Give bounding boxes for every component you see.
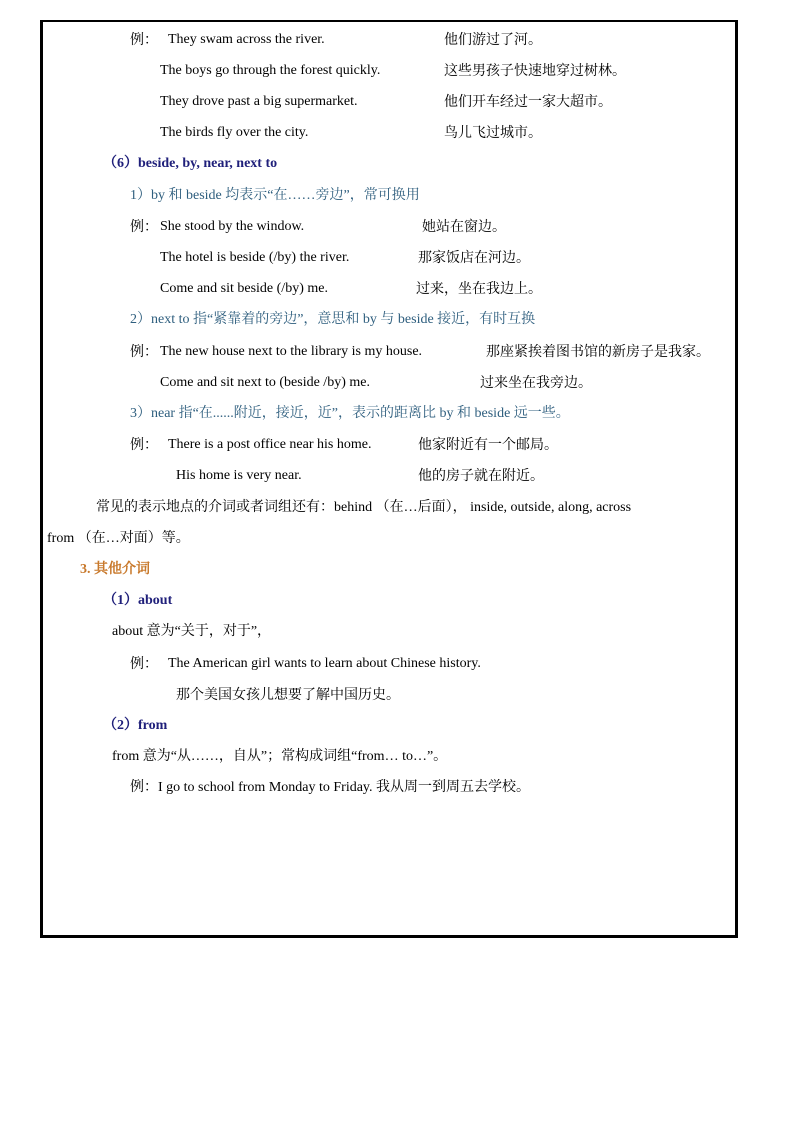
example-label: 例： bbox=[130, 437, 158, 453]
subsection-heading: （2）from bbox=[103, 718, 168, 733]
subsection-note: 2）next to 指“紧靠着的旁边”，意思和 by 与 beside 接近，有时互换 bbox=[130, 312, 536, 327]
example-line: 例：I go to school from Monday to Friday. 我从周一到周五去学校。 bbox=[130, 780, 531, 795]
example-english: The American girl wants to learn about Chinese history. bbox=[168, 656, 481, 671]
example-chinese: 鸟儿飞过城市。 bbox=[444, 125, 542, 141]
example-english: The birds fly over the city. bbox=[160, 125, 309, 140]
example-english: They swam across the river. bbox=[168, 32, 325, 47]
example-chinese: 他们开车经过一家大超市。 bbox=[444, 94, 612, 110]
subsection-note: 3）near 指“在......附近，接近，近”，表示的距离比 by 和 beside 远一些。 bbox=[130, 406, 570, 421]
example-chinese: 那个美国女孩儿想要了解中国历史。 bbox=[176, 687, 400, 703]
example-chinese: 她站在窗边。 bbox=[422, 219, 506, 235]
example-english: They drove past a big supermarket. bbox=[160, 94, 358, 109]
definition-line: about 意为“关于，对于”， bbox=[112, 624, 272, 639]
subsection-note: 1）by 和 beside 均表示“在……旁边”，常可换用 bbox=[130, 188, 420, 203]
example-english: There is a post office near his home. bbox=[168, 437, 372, 452]
example-english: The boys go through the forest quickly. bbox=[160, 63, 381, 78]
example-label: 例： bbox=[130, 656, 158, 672]
section-heading: 3. 其他介词 bbox=[80, 562, 150, 577]
example-chinese: 那座紧挨着图书馆的新房子是我家。 bbox=[486, 344, 710, 360]
example-chinese: 他们游过了河。 bbox=[444, 32, 542, 48]
example-label: 例： bbox=[130, 344, 158, 360]
definition-line: from 意为“从……，自从”；常构成词组“from… to…”。 bbox=[112, 749, 448, 764]
example-chinese: 他的房子就在附近。 bbox=[418, 468, 544, 484]
example-english: She stood by the window. bbox=[160, 219, 305, 234]
example-chinese: 那家饭店在河边。 bbox=[418, 250, 530, 266]
example-chinese: 过来坐在我旁边。 bbox=[480, 375, 592, 391]
example-english: Come and sit next to (beside /by) me. bbox=[160, 375, 370, 390]
example-english: Come and sit beside (/by) me. bbox=[160, 281, 328, 296]
paragraph-line: from （在…对面）等。 bbox=[47, 531, 190, 546]
subsection-heading: （1）about bbox=[103, 593, 173, 608]
example-label: 例： bbox=[130, 32, 158, 48]
example-english: The new house next to the library is my house. bbox=[160, 344, 423, 359]
example-chinese: 他家附近有一个邮局。 bbox=[418, 437, 558, 453]
example-english: His home is very near. bbox=[176, 468, 302, 483]
section-heading: （6）beside, by, near, next to bbox=[103, 156, 278, 171]
paragraph-line: 常见的表示地点的介词或者词组还有：behind （在…后面）， inside, outside, along, across bbox=[96, 500, 632, 515]
example-chinese: 过来，坐在我边上。 bbox=[416, 281, 542, 297]
example-label: 例： bbox=[130, 219, 158, 235]
example-chinese: 这些男孩子快速地穿过树林。 bbox=[444, 63, 626, 79]
example-english: The hotel is beside (/by) the river. bbox=[160, 250, 350, 265]
